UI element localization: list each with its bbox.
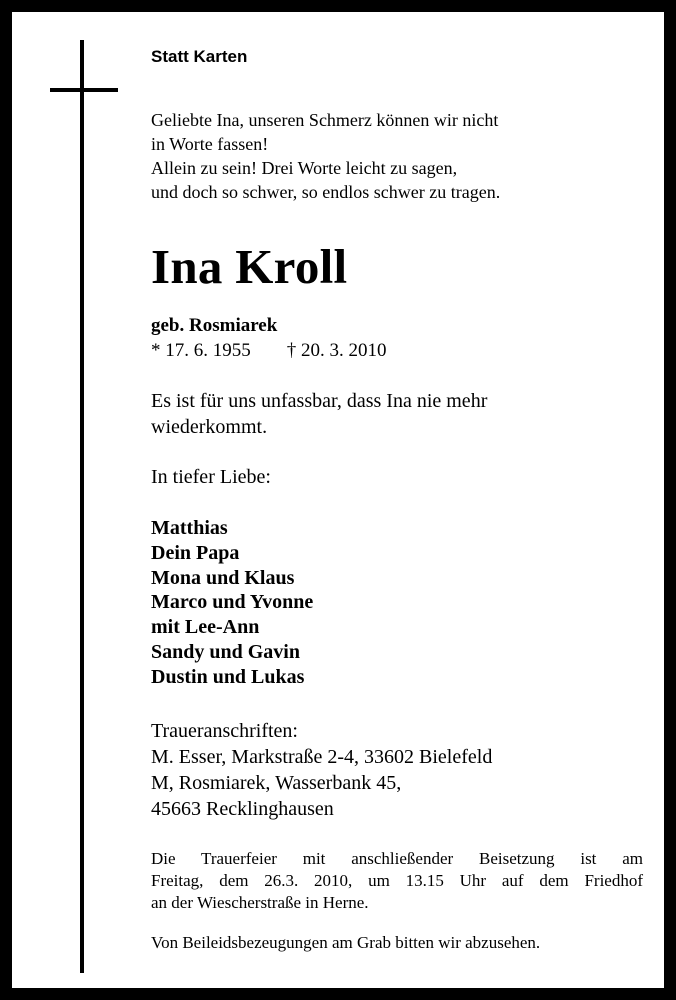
- address-line: 45663 Recklinghausen: [151, 797, 334, 820]
- notice-header: Statt Karten: [151, 47, 248, 66]
- cross-vertical-bar: [80, 40, 84, 973]
- birth-name: geb. Rosmiarek: [151, 315, 278, 336]
- statement-line: wiederkommt.: [151, 416, 268, 438]
- service-line: an der Wiescherstraße in Herne.: [151, 892, 369, 912]
- notice-content: [151, 42, 643, 954]
- poem-line: in Worte fassen!: [151, 134, 269, 154]
- family-list: [151, 516, 643, 690]
- death-date: † 20. 3. 2010: [286, 340, 387, 361]
- service-line: Freitag, dem 26.3. 2010, um 13.15 Uhr auf dem Friedhof: [151, 870, 643, 890]
- statement: [151, 388, 643, 440]
- service-line: Die Trauerfeier mit anschließender Beisetzung ist am: [151, 848, 643, 868]
- deceased-name: Ina Kroll: [151, 239, 348, 294]
- funeral-service-info: [151, 848, 643, 914]
- statement-line: Es ist für uns unfassbar, dass Ina nie mehr: [151, 390, 488, 412]
- address-line: M, Rosmiarek, Wasserbank 45,: [151, 771, 402, 794]
- birth-date: * 17. 6. 1955: [151, 340, 251, 361]
- family-member: Mona und Klaus: [151, 566, 295, 589]
- family-member: mit Lee-Ann: [151, 616, 260, 639]
- address-line: Traueranschriften:: [151, 719, 298, 742]
- family-member: Dustin und Lukas: [151, 665, 305, 688]
- poem-line: Allein zu sein! Drei Worte leicht zu sagen,: [151, 158, 458, 178]
- family-member: Matthias: [151, 517, 228, 539]
- poem: [151, 108, 643, 204]
- family-member: Dein Papa: [151, 541, 240, 564]
- address-line: M. Esser, Markstraße 2-4, 33602 Bielefeld: [151, 745, 493, 768]
- cross-horizontal-bar: [50, 88, 118, 92]
- family-member: Marco und Yvonne: [151, 591, 314, 614]
- life-dates: [151, 338, 643, 364]
- closing-note: Von Beileidsbezeugungen am Grab bitten wir abzusehen.: [151, 932, 541, 952]
- poem-line: und doch so schwer, so endlos schwer zu tragen.: [151, 182, 501, 202]
- poem-line: Geliebte Ina, unseren Schmerz können wir nicht: [151, 110, 499, 130]
- family-member: Sandy und Gavin: [151, 640, 300, 663]
- love-line: In tiefer Liebe:: [151, 466, 271, 488]
- mourning-addresses: [151, 718, 643, 822]
